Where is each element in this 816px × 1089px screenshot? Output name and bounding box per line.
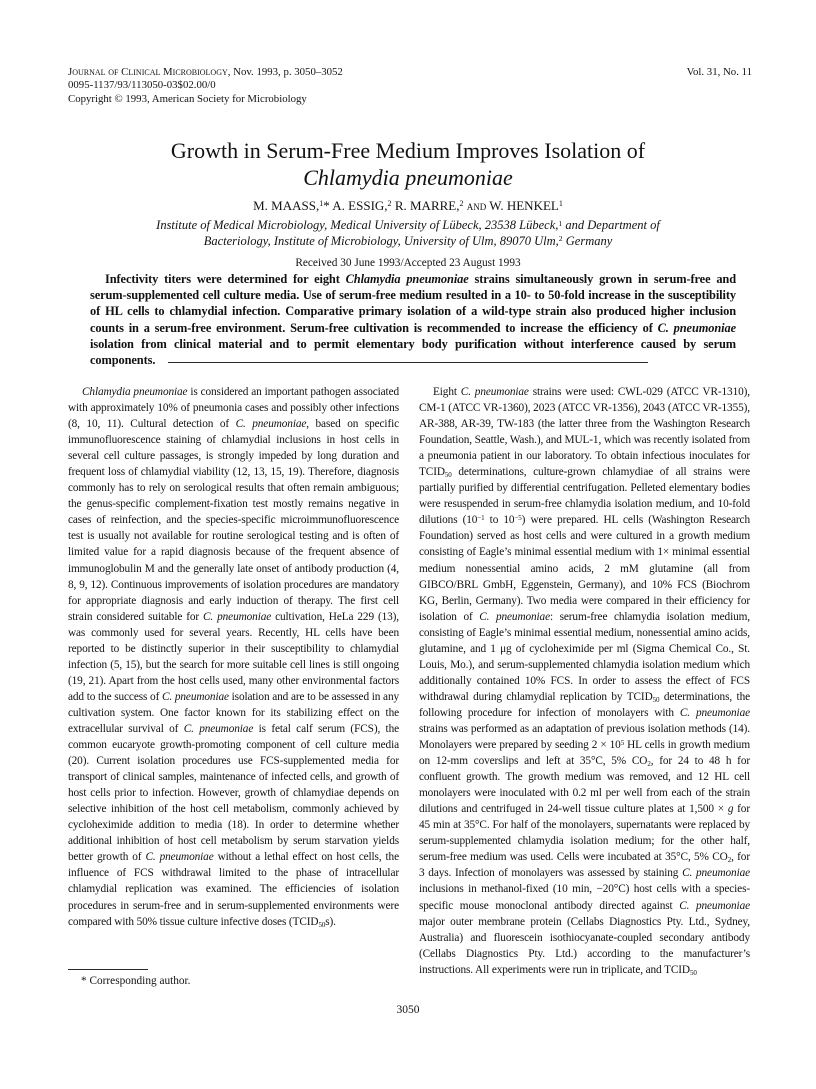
text-segment: 2 bbox=[558, 234, 563, 244]
body-paragraph-methods bbox=[419, 384, 750, 978]
text-segment: 50 bbox=[652, 695, 660, 704]
text-segment: −1 bbox=[477, 514, 485, 523]
text-segment: is fetal calf serum (FCS), the common eucaryote growth-promoting component of cell culture media (20). Current isolation procedures use FCS-supplemented media for transport of clinical samples, maintenance of infected cells, and growth of host cells prior to infection. However, growth of chlamydiae depends on selective inhibition of the host cell metabolism, commonly achieved by cycloheximide addition to media (18). In order to determine whether additional inhibition of host cell metabolism by serum starvation yields better growth of bbox=[68, 722, 400, 864]
text-segment: −5 bbox=[514, 514, 522, 523]
text-segment: C. pneumoniae bbox=[183, 722, 254, 735]
footnote-text: * Corresponding author. bbox=[81, 975, 191, 987]
text-segment: 2 bbox=[727, 856, 732, 865]
text-segment: is considered an important pathogen associated with approximately 10% of pneumonia cases and possibly other infections (8, 10, 11). Cultural detection of bbox=[68, 386, 399, 431]
text-segment: C. pneumoniae bbox=[235, 418, 307, 431]
text-segment: 1 bbox=[558, 218, 563, 228]
issn-line: 0095-1137/93/113050-03$02.00/0 bbox=[68, 79, 216, 92]
text-segment: C. pneumoniae bbox=[145, 851, 214, 864]
text-segment: , Nov. 1993, p. 3050–3052 bbox=[227, 66, 343, 78]
text-segment: 2 bbox=[647, 760, 651, 769]
volume-info: Vol. 31, No. 11 bbox=[686, 66, 752, 78]
affiliation bbox=[0, 218, 816, 249]
text-segment: Germany bbox=[562, 233, 613, 248]
text-segment: M. MAASS, bbox=[253, 198, 320, 213]
text-segment: C. pneumoniae bbox=[682, 867, 751, 880]
abstract-paragraph bbox=[90, 271, 736, 368]
journal-citation-line bbox=[68, 66, 343, 79]
text-segment: , based on specific immunofluorescence staining of chlamydial inclusions in host cells in several cell culture passages, is strongly impeded by long duration and frequent loss of chlamydial viability (12, 13, 15, 19). Therefore, diagnosis commonly has to rely on serological results that often remain ambiguous; the genus-specific complement-fixation test mostly remains negative in cases of reinfection, and the species-specific microimmunofluorescence test is usually not available for routine serological testing and is often of limited value for a rapid diagnosis because of the frequent absence of immunoglobulin M and the generally late onset of antibody production (4, 8, 9, 12). Continuous improvements of isolation procedures are mandatory for appropriate diagnosis and early induction of therapy. The first cell strain considered suitable for bbox=[68, 418, 400, 623]
text-segment: Chlamydia pneumoniae bbox=[345, 272, 469, 286]
affiliation-line1 bbox=[0, 218, 816, 234]
masthead-left bbox=[68, 66, 343, 106]
received-accepted-line: Received 30 June 1993/Accepted 23 August 1993 bbox=[295, 257, 521, 269]
text-segment: C. pneumoniae bbox=[203, 610, 272, 623]
article-title-line1: Growth in Serum-Free Medium Improves Isolation of bbox=[170, 138, 646, 163]
text-segment: strains were used: CWL-029 (ATCC VR-1310), CM-1 (ATCC VR-1360), 2023 (ATCC VR-1356), 2043 (ATCC VR-1355), AR-388, AR-39, TW-183 (the latter three from the Washington Research Foundation, Seattle, Wash.), and MUL-1, which was recently isolated from a pneumonia patient in our laboratory. To obtain infectious inoculates for TCID bbox=[419, 386, 750, 479]
corresponding-author-footnote bbox=[68, 969, 308, 988]
text-segment: 50 bbox=[689, 968, 697, 977]
text-segment: C. pneumoniae bbox=[679, 899, 750, 912]
body-column-left bbox=[68, 384, 399, 930]
copyright-line: Copyright © 1993, American Society for Microbiology bbox=[68, 92, 307, 105]
text-segment: C. pneumoniae bbox=[460, 386, 529, 398]
text-segment: R. MARRE, bbox=[391, 198, 460, 213]
text-segment: to 10 bbox=[484, 514, 515, 527]
text-segment: Infectivity titers were determined for eight bbox=[105, 272, 346, 286]
text-segment: inclusions in methanol-fixed (10 min, −20°C) host cells with a species-specific mouse monoclonal antibody directed against bbox=[419, 883, 750, 912]
authors-line bbox=[0, 198, 816, 213]
text-segment: C. pneumoniae bbox=[161, 690, 229, 703]
text-segment: * A. ESSIG, bbox=[323, 198, 388, 213]
text-segment: for 45 min at 35°C. For half of the monolayers, supernatants were replaced by serum-supplemented chlamydia isolation medium; for the other half, serum-free medium was used. Cells were incubated at 35°C, 5% CO bbox=[419, 803, 750, 864]
text-segment: C. pneumoniae bbox=[479, 610, 550, 623]
page-number: 3050 bbox=[396, 1004, 420, 1016]
text-segment: major outer membrane protein (Cellabs Diagnostics Pty. Ltd., Sydney, Australia) and fluorescein isothiocyanate-coupled secondary antibody (Cellabs Diagnostics Pty. Ltd.) according to the manufacturer’s instructions. All experiments were run in triplicate, and TCID bbox=[419, 915, 750, 976]
text-segment: strains simultaneously grown in serum-free and serum-supplemented cell culture media. Use of serum-free medium resulted in a 10- to 50-fold increase in the susceptibility of HL cells to chlamydial infection. Comparative primary isolation of a wild-type strain also produced higher inclusion counts in a serum-free environment. Serum-free cultivation is recommended to increase the efficiency of bbox=[90, 272, 737, 335]
title-block bbox=[0, 138, 816, 270]
text-segment: : serum-free chlamydia isolation medium, consisting of Eagle’s minimal essential medium, nonessential amino acids, glutamine, and 1 μg of cycloheximide per ml (Sigma Chemical Co., St. Louis, Mo.), and serum-supplemented chlamydia isolation medium which additionally contained 10% FCS. In order to assess the effect of FCS withdrawal during chlamydial replication by TCID bbox=[419, 610, 750, 703]
article-title-line2: Chlamydia pneumoniae bbox=[303, 165, 513, 190]
text-segment: s). bbox=[325, 915, 336, 928]
text-segment: without a lethal effect on host cells, the influence of FCS withdrawal limited to the phase of intracellular chlamydial replication was examined. The efficiencies of isolation procedures in serum-free and in serum-supplemented environments were compared with 50% tissue culture infective doses (TCID bbox=[68, 851, 399, 928]
text-segment: , for 24 to 48 h for confluent growth. The growth medium was removed, and 12 HL cell monolayers were inoculated with 0.2 ml per well from each of the strain dilutions and centrifuged in 24-well tissue culture plates at 1,500 × bbox=[419, 755, 750, 816]
footnote-rule bbox=[68, 969, 148, 970]
text-segment: Eight bbox=[433, 386, 461, 398]
body-paragraph-intro bbox=[68, 384, 399, 930]
text-segment: ) were prepared. HL cells (Washington Research Foundation) served as host cells and were cultured in a growth medium consisting of Eagle’s minimal essential medium with 1× minimal essential medium nonessential amino acids, 2 mM glutamine (all from GIBCO/BRL GmbH, Eggenstein, Germany), and 10% FCS (Biochrom KG, Berlin, Germany). Two media were compared in their efficiency for isolation of bbox=[419, 514, 750, 623]
text-segment: Journal of Clinical Microbiology bbox=[68, 66, 228, 78]
text-segment: 50 bbox=[444, 471, 452, 480]
text-segment: and bbox=[466, 198, 487, 213]
text-segment: 1 bbox=[319, 199, 324, 209]
affiliation-line2 bbox=[0, 234, 816, 250]
text-segment: Chlamydia pneumoniae bbox=[82, 386, 188, 398]
text-segment: isolation from clinical material and to permit elementary body purification without interference caused by serum components. bbox=[90, 336, 736, 368]
text-segment: g bbox=[727, 803, 734, 816]
text-segment: 2 bbox=[387, 199, 392, 209]
text-segment: W. HENKEL bbox=[486, 198, 559, 213]
text-segment: 50 bbox=[318, 920, 326, 929]
text-segment: 5 bbox=[620, 738, 625, 747]
text-segment: C. pneumoniae bbox=[657, 320, 736, 335]
body-column-right bbox=[419, 384, 750, 978]
text-segment: cultivation, HeLa 229 (13), was commonly used for several years. Recently, HL cells have been reported to be distinctly superior in their susceptibility to chlamydial infection (5, 15), but the search for more suitable cell lines is still ongoing (19, 21). Apart from the host cells used, many other environmental factors add to the success of bbox=[68, 610, 399, 703]
abstract-divider-rule bbox=[168, 362, 648, 363]
text-segment: determinations, the following procedure for infection of monolayers with bbox=[419, 690, 750, 719]
text-segment: , for 3 days. Infection of monolayers was assessed by staining bbox=[419, 851, 750, 880]
text-segment: 2 bbox=[459, 199, 464, 209]
text-segment: Bacteriology, Institute of Microbiology, University of Ulm, 89070 Ulm, bbox=[203, 233, 559, 248]
text-segment: and Department of bbox=[562, 218, 660, 232]
text-segment: isolation and are to be assessed in any cultivation system. One factor known for its stabilizing effect on the extracellular survival of bbox=[68, 690, 400, 735]
text-segment: strains was performed as an adaptation of previous isolation methods (14). Monolayers were prepared by seeding 2 × 10 bbox=[419, 722, 750, 752]
text-segment: 1 bbox=[558, 199, 563, 209]
text-segment: Institute of Medical Microbiology, Medical University of Lübeck, 23538 Lübeck, bbox=[156, 218, 559, 232]
text-segment: HL cells in growth medium on 12-mm coverslips and left at 35°C, 5% CO bbox=[419, 739, 750, 768]
text-segment: C. pneumoniae bbox=[679, 706, 750, 719]
text-segment: determinations, culture-grown chlamydiae of all strains were partially purified by differential centrifugation. Pelleted elementary bodies were resuspended in serum-free chlamydia isolation medium, and 10-fold dilutions (10 bbox=[419, 466, 750, 527]
